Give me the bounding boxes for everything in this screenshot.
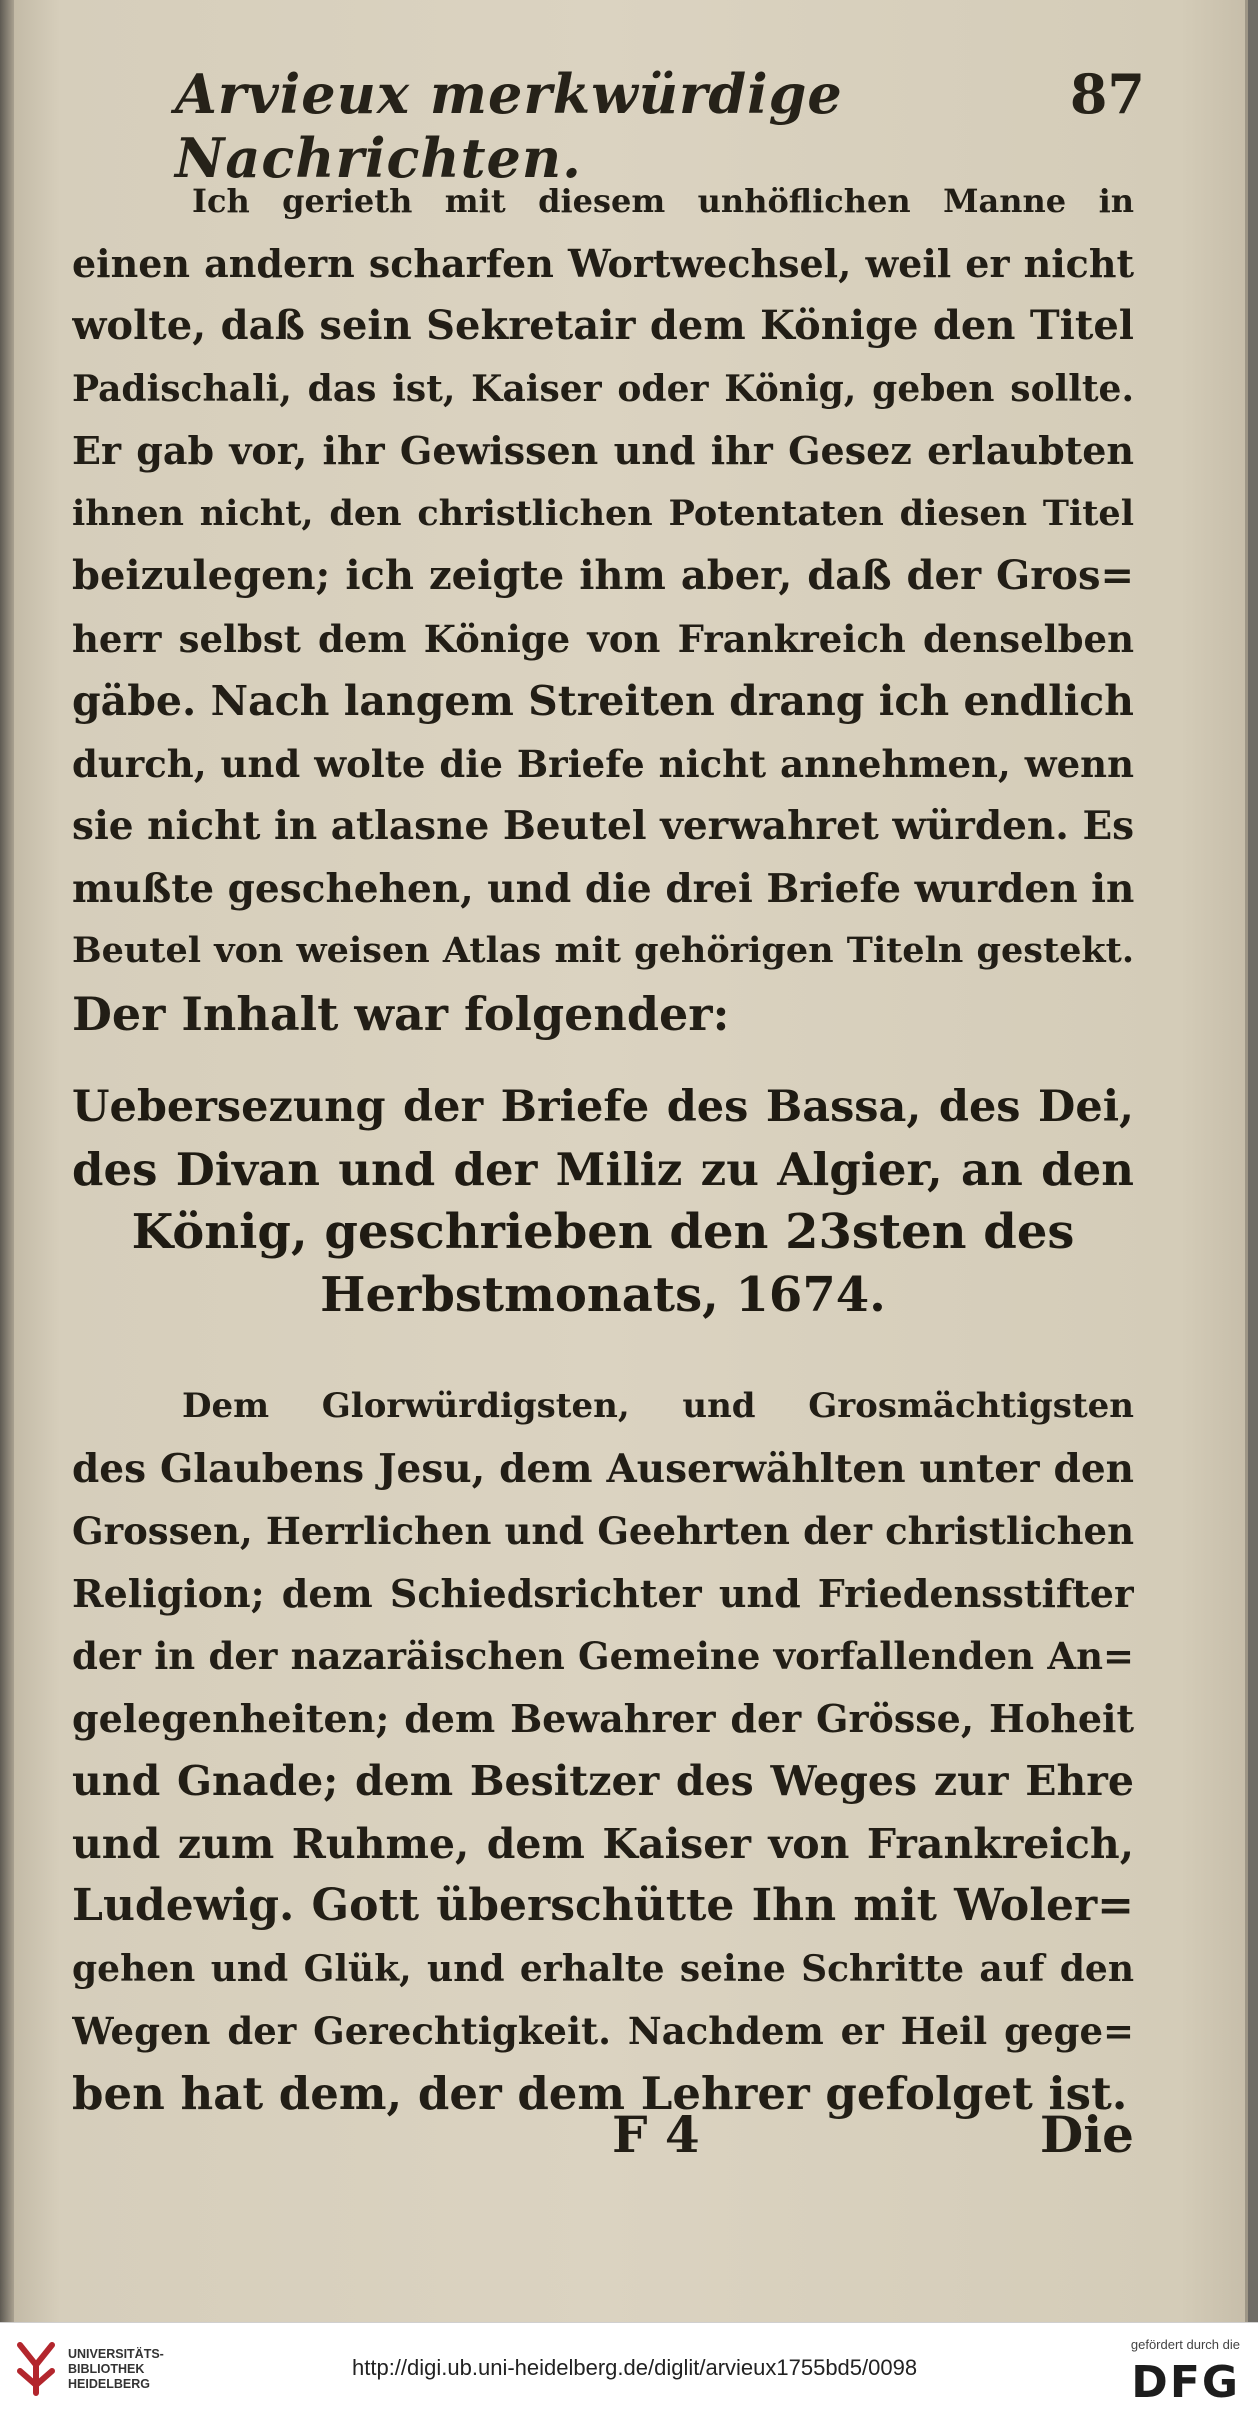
text-line: Grossen, Herrlichen und Geehrten der christlichen <box>72 1509 1134 1553</box>
text-line: Der Inhalt war folgender: <box>72 986 730 1041</box>
heading-line: König, geschrieben den 23sten des <box>131 1204 1075 1260</box>
heading-line: Herbstmonats, 1674. <box>320 1266 886 1323</box>
text-line: ihnen nicht, den christlichen Potentaten diesen Titel <box>72 492 1134 534</box>
institution-line: UNIVERSITÄTS- <box>68 2347 164 2361</box>
permalink[interactable]: http://digi.ub.uni-heidelberg.de/diglit/arvieux1755bd5/0098 <box>352 2355 918 2380</box>
text-line: des Glaubens Jesu, dem Auserwählten unter den <box>72 1445 1134 1492</box>
section-heading <box>72 1075 1134 1325</box>
text-line: und zum Ruhme, dem Kaiser von Frankreich, <box>72 1819 1134 1868</box>
text-line: sie nicht in atlasne Beutel verwahret würden. Es <box>72 803 1134 849</box>
text-line: Ich gerieth mit diesem unhöflichen Manne in <box>192 182 1134 220</box>
paragraph-2 <box>72 1375 1134 2125</box>
funded-by-label: gefördert durch die <box>1130 2337 1240 2352</box>
text-line: durch, und wolte die Briefe nicht annehmen, wenn <box>72 741 1134 786</box>
text-line: Padischali, das ist, Kaiser oder König, geben sollte. <box>72 367 1134 410</box>
text-line: Ludewig. Gott überschütte Ihn mit Woler= <box>72 1880 1134 1931</box>
heading-line: des Divan und der Miliz zu Algier, an den <box>72 1142 1134 1196</box>
text-line: Religion; dem Schiedsrichter und Friedensstifter <box>72 1570 1134 1616</box>
dfg-logo: DFG <box>1131 2357 1240 2408</box>
text-line: wolte, daß sein Sekretair dem Könige den Titel <box>72 302 1134 349</box>
heading-line: Uebersezung der Briefe des Bassa, des Dei, <box>72 1082 1134 1132</box>
digitization-footer-bar <box>0 2322 1258 2415</box>
text-line: Er gab vor, ihr Gewissen und ihr Gesez erlaubten <box>72 428 1134 473</box>
institution-name <box>68 2347 164 2392</box>
page-footer <box>72 2105 1134 2175</box>
text-line: Beutel von weisen Atlas mit gehörigen Titeln gestekt. <box>72 930 1134 971</box>
signature-mark: F 4 <box>612 2105 700 2164</box>
text-line: beizulegen; ich zeigte ihm aber, daß der Gros= <box>72 552 1134 599</box>
text-line: Wegen der Gerechtigkeit. Nachdem er Heil gege= <box>72 2009 1134 2053</box>
text-line: ben hat dem, der dem Lehrer gefolget ist. <box>72 2066 1128 2120</box>
text-line: der in der nazaräischen Gemeine vorfallenden An= <box>72 1634 1134 1678</box>
text-line: gelegenheiten; dem Bewahrer der Grösse, Hoheit <box>72 1695 1134 1741</box>
text-line: einen andern scharfen Wortwechsel, weil er nicht <box>72 240 1134 286</box>
text-line: mußte geschehen, und die drei Briefe wurden in <box>72 865 1134 912</box>
text-line: gehen und Glük, und erhalte seine Schritte auf den <box>72 1947 1134 1990</box>
text-line: und Gnade; dem Besitzer des Weges zur Ehre <box>72 1757 1134 1805</box>
university-seal-icon <box>14 2341 58 2397</box>
institution-line: HEIDELBERG <box>68 2377 150 2391</box>
running-head-title: Arvieux merkwürdige Nachrichten. <box>175 62 843 190</box>
text-line: Dem Glorwürdigsten, und Grosmächtigsten <box>182 1386 1134 1426</box>
text-line: gäbe. Nach langem Streiten drang ich endlich <box>72 677 1134 725</box>
catchword: Die <box>1039 2105 1134 2164</box>
institution-line: BIBLIOTHEK <box>68 2362 145 2376</box>
page-number: 87 <box>1069 62 1145 126</box>
paragraph-1 <box>72 170 1134 1045</box>
text-line: herr selbst dem Könige von Frankreich denselben <box>72 616 1134 661</box>
